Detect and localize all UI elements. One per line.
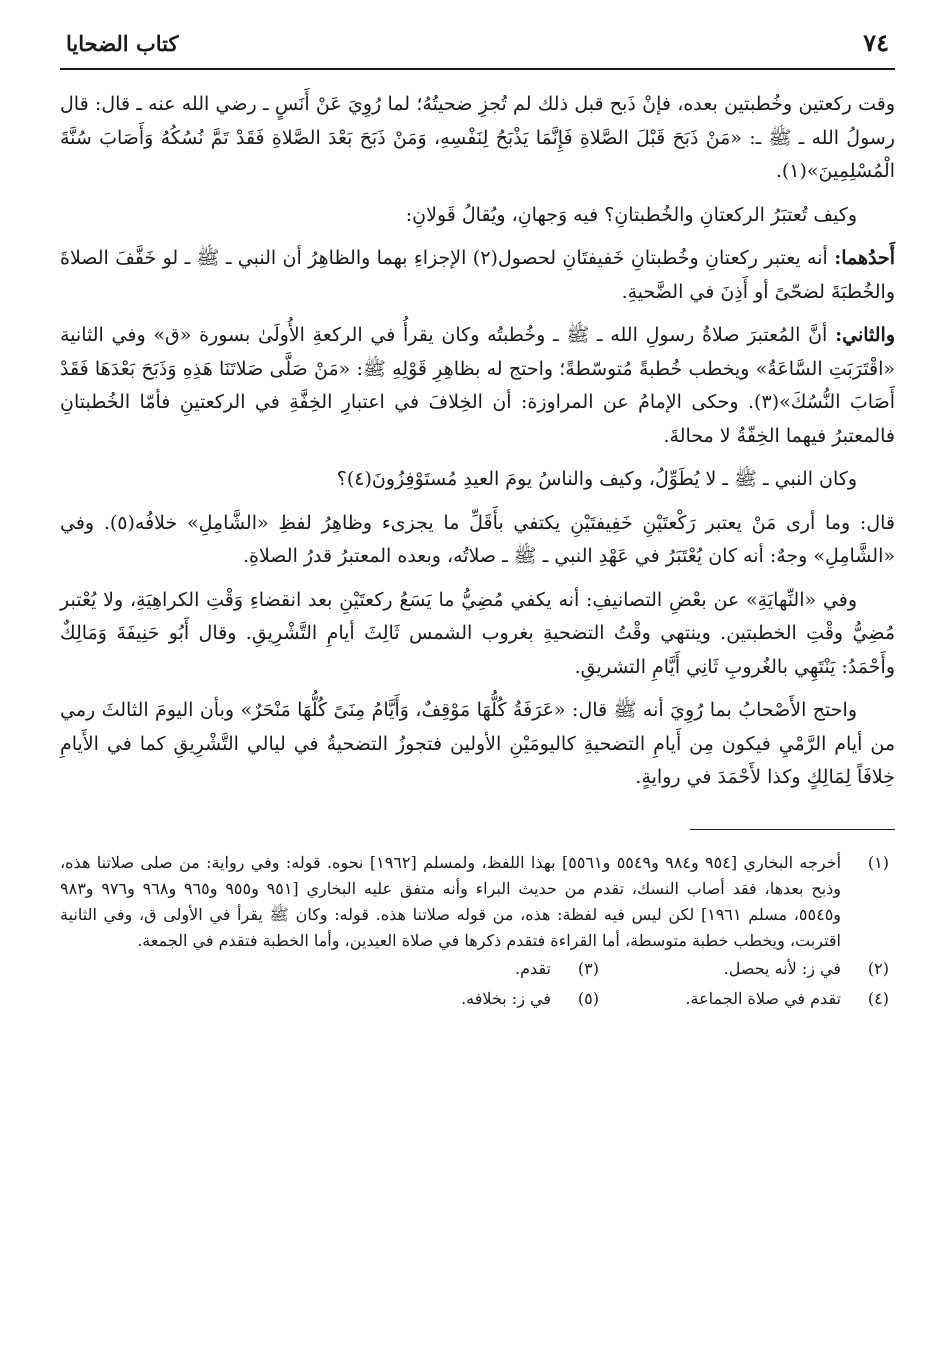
paragraph: وكيف تُعتبَرُ الركعتانِ والخُطبتانِ؟ فيه وَجهانِ، ويُقالُ قَولانِ:: [405, 203, 857, 226]
main-text: [60, 88, 895, 795]
paragraph: وكان النبي ـ ﷺ ـ لا يُطَوِّلُ، وكيف والناسُ يومَ العيدِ مُستَوْفِزُونَ(٤)؟: [336, 468, 857, 490]
paragraph: واحتج الأَصْحابُ بما رُوِيَ أنه ﷺ قال: «عَرَفَةُ كُلُّهَا مَوْقِفٌ، وَأَيَّامُ مِنَىً كُلُّهَا مَنْحَرٌ» وبأن اليومَ الثالثَ رمي من أيام الرَّمْيِ فيكون مِن أَيامِ التضحيةِ كاليومَيْنِ الأولين فتجوزُ التضحيةُ في ليالي التَّشْرِيقِ كما في الأَيامِ خِلافَاً لِمَالِكٍ وكذا لأَحْمَدَ في روايةٍ.: [60, 699, 895, 788]
page-number: ٧٤: [863, 28, 889, 57]
paragraph-lead: أَحدُهما:: [834, 247, 896, 269]
footnote: [309, 956, 599, 982]
paragraph-lead: والثاني:: [835, 324, 895, 346]
paragraph: وقت ركعتين وخُطبتين بعده، فإنْ ذَبح قبل ذلك لم تُجزِ ضحيتُهُ؛ لما رُوِيَ عَنْ أَنَسٍ ـ رضي الله عنه ـ قال: قال رسولُ الله ـ ﷺ ـ: «مَنْ ذَبَحَ قَبْلَ الصَّلاةِ فَإِنَّمَا يَذْبَحُ لِنَفْسِهِ، وَمَنْ ذَبَحَ بَعْدَ الصَّلاةِ فَقَدْ تَمَّ نُسُكُهُ وَأَصَابَ سُنَّةَ الْمُسْلِمِينَ»(١).: [60, 93, 895, 182]
paragraph-text: أنه يعتبر ركعتانِ وخُطبتانِ خَفيفتَانِ لحصول(٢) الإجزاءِ بهما والظاهِرُ أن النبي ـ ﷺ ـ لو خَفَّفَ الصلاةَ والخُطبَةَ لضحّىً أو أَذِنَ في الضَّحيةِ.: [60, 247, 895, 303]
paragraph: قال: وما أرى مَنْ يعتبر رَكْعتَيْنِ خَفِيفتَيْنِ يكتفي بأَقَلِّ ما يجزىء وظاهِرُ لفظِ «الشَّامِلِ» خلافُه(٥). وفي «الشَّامِلِ» وجهٌ: أنه كان يُعْتَبَرُ في عَهْدِ النبي ـ ﷺ ـ صلاتُه، وبعده المعتبرُ قدرُ الصلاةِ.: [60, 511, 895, 567]
paragraph: [60, 319, 895, 453]
footnote-row: [60, 986, 889, 1012]
footnote: [309, 986, 599, 1012]
footnote-number: (٢): [867, 958, 889, 978]
running-title: كتاب الضحايا: [66, 31, 179, 56]
page-header: [60, 28, 895, 70]
footnote-text: تقدم في صلاة الجماعة.: [685, 988, 841, 1008]
footnote-number: (٣): [577, 958, 599, 978]
footnote: [599, 986, 889, 1012]
footnote-text: أخرجه البخاري [٩٥٤ و٩٨٤ و٥٥٤٩ و٥٥٦١] بهذا اللفظ، ولمسلم [١٩٦٢] نحوه. قوله: وفي رواية: من صلى صلاتنا هذه، وذبح بعدها، فقد أصاب النسك، تقدم من حديث البراء وأنه متفق عليه البخاري [٩٥١ و٩٥٥ و٩٦٥ و٩٦٨ و٩٧٦ و٩٨٣ و٥٥٤٥، مسلم ١٩٦١] لكن ليس فيه لفظة: هذه، من قوله صلاتنا هذه. قوله: وكان ﷺ يقرأ في الأولى ق، وفي الثانية اقتربت، ويخطب خطبة متوسطة، أما القراءة فتقدم ذكرها في صلاة العيدين، وأما الخطبة فتقدم في الجمعة.: [60, 852, 842, 950]
footnote-row: [60, 956, 889, 982]
paragraph: وفي «النِّهايَةِ» عن بعْضِ التصانيفِ: أنه يكفي مُضِيُّ ما يَسَعُ ركعتَيْنِ بعد انقضاءِ وَقْتِ الكراهِيَةِ، ولا يُعْتبر مُضِيُّ وقْتِ الخطبتين. وينتهي وقْتُ التضحيةِ بغروب الشمس ثَالِثَ أيامِ التَّشْرِيقِ. وقال أَبُو حَنِيفَةَ وَمَالِكٌ وأَحْمَدُ: يَنْتَهِي بالغُروبِ ثَانِي أَيَّامِ التشريقِ.: [60, 588, 895, 678]
footnote: [599, 956, 889, 982]
footnote: [60, 850, 889, 954]
footnote-number: (١): [867, 852, 889, 872]
footnotes: [60, 850, 895, 1012]
paragraph-text: أنَّ المُعتبرَ صلاةُ رسولِ الله ـ ﷺ ـ وخُطبتُه وكان يقرأُ في الركعةِ الأُولَىٰ بسورة «ق» وفي الثانية «اقْتَرَبَتِ السَّاعَةُ» ويخطب خُطبةً مُتوسّطةً؛ واحتج له بظاهِرِ قَوْلِهِ ﷺ: «مَنْ صَلَّى صَلاتَنَا هَذِهِ وَذَبَحَ بَعْدَهَا فَقَدْ أَصَابَ النُّسُكَ»(٣). وحكى الإمامُ عن المراوزة: أن الخِلافَ في اعتبارِ الخِفَّةِ في الركعتينِ فأمّا الخُطبتانِ فالمعتبرُ فيهما الخِفّةُ لا محالةَ.: [60, 324, 896, 447]
paragraph: [60, 242, 895, 309]
footnote-text: في ز: لأنه يحصل.: [723, 958, 841, 978]
footnote-number: (٤): [867, 988, 889, 1008]
book-page: [60, 28, 895, 1016]
footnote-text: تقدم.: [515, 958, 551, 978]
footnote-number: (٥): [577, 988, 599, 1008]
footnote-text: في ز: بخلافه.: [461, 988, 551, 1008]
footnote-separator: [690, 829, 895, 830]
